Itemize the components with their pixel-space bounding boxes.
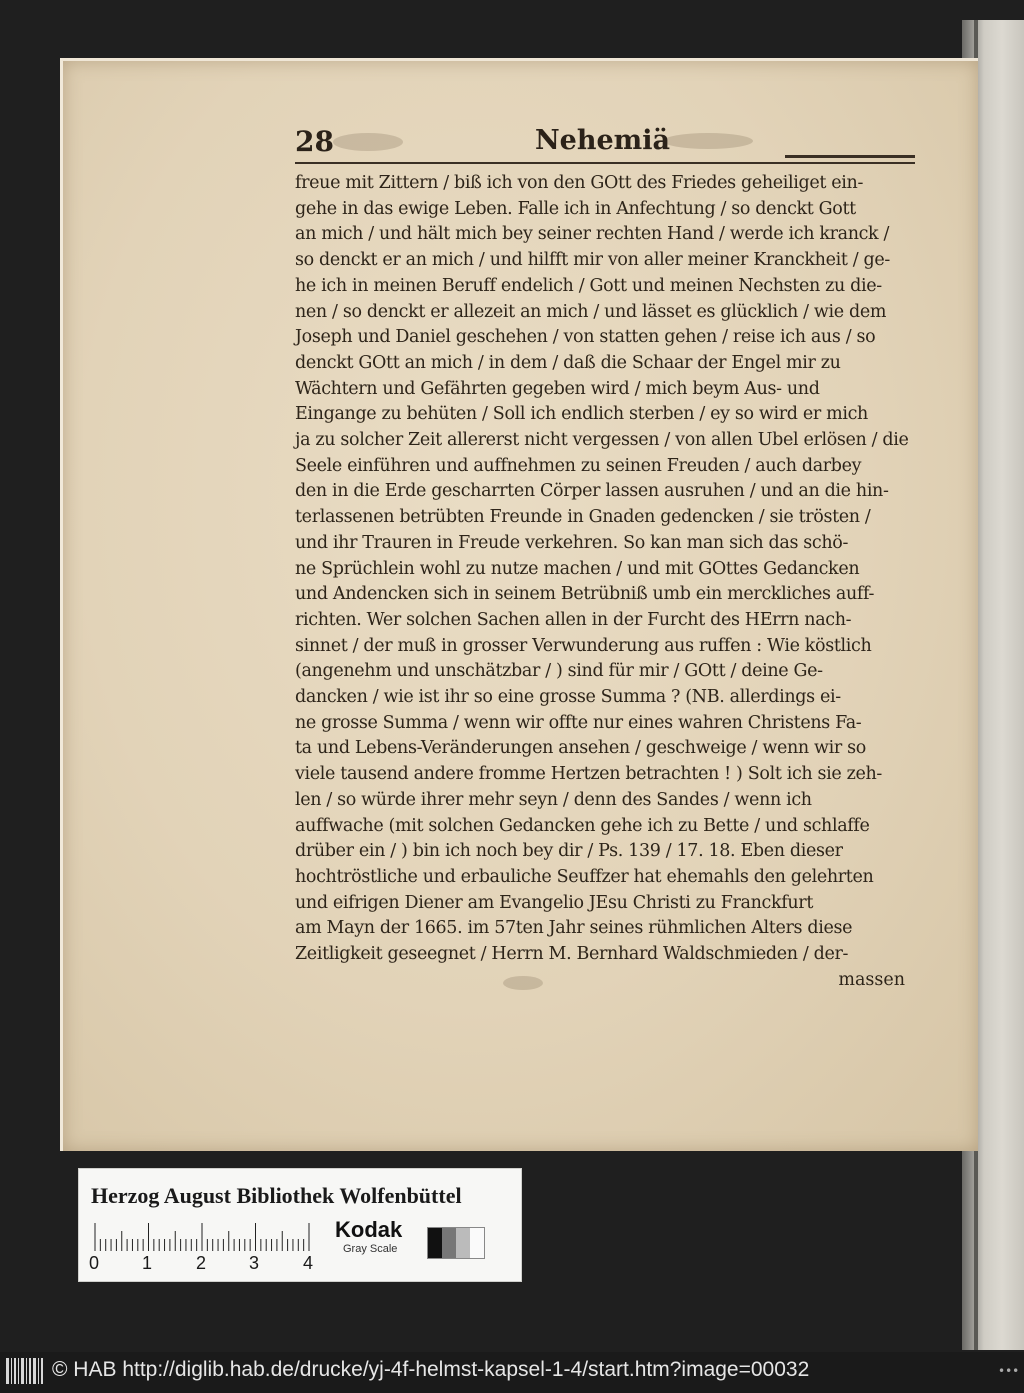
- text-line: am Mayn der 1665. im 57ten Jahr seines rühmlichen Alters diese: [295, 918, 853, 939]
- text-line: gehe in das ewige Leben. Falle ich in Anfechtung / so denckt Gott: [295, 198, 856, 219]
- text-line: len / so würde ihrer mehr seyn / denn des Sandes / wenn ich: [295, 789, 812, 810]
- gray-patch: [442, 1228, 456, 1258]
- more-icon[interactable]: •••: [998, 1364, 1020, 1378]
- head-rule-ornament: [785, 155, 915, 158]
- ruler-number: 3: [249, 1253, 260, 1273]
- text-line: ne grosse Summa / wenn wir offte nur eines wahren Christens Fa-: [295, 712, 862, 733]
- gray-scale-patches: [427, 1227, 485, 1259]
- text-line: so denckt er an mich / und hilfft mir von aller meiner Kranckheit / ge-: [295, 250, 890, 271]
- text-line: viele tausend andere fromme Hertzen betrachten ! ) Solt ich sie zeh-: [295, 764, 883, 785]
- catchword: massen: [838, 969, 905, 990]
- text-line: und eifrigen Diener am Evangelio JEsu Christi zu Franckfurt: [295, 892, 814, 913]
- text-line: sinnet / der muß in grosser Verwunderung aus ruffen : Wie köstlich: [295, 635, 872, 656]
- text-line: dancken / wie ist ihr so eine grosse Summa ? (NB. allerdings ei-: [295, 687, 841, 708]
- book-page: [60, 58, 978, 1151]
- text-line: denckt GOtt an mich / in dem / daß die Schaar der Engel mir zu: [295, 352, 841, 373]
- source-url-link[interactable]: © HAB http://diglib.hab.de/drucke/yj-4f-helmst-kapsel-1-4/start.htm?image=00032: [52, 1358, 810, 1381]
- text-line: auffwache (mit solchen Gedancken gehe ich zu Bette / und schlaffe: [295, 815, 870, 836]
- text-line: den in die Erde gescharrten Cörper lassen ausruhen / und an die hin-: [295, 481, 889, 502]
- page-number: 28: [295, 125, 334, 158]
- text-line: und ihr Trauren in Freude verkehren. So kan man sich das schö-: [295, 532, 849, 553]
- footer-bar: [0, 1352, 1024, 1393]
- kodak-brand: Kodak: [335, 1217, 403, 1242]
- text-line: Eingange zu behüten / Soll ich endlich sterben / ey so wird er mich: [295, 404, 868, 425]
- head-rule: [295, 162, 915, 164]
- running-title: Nehemiä: [535, 125, 670, 156]
- page-content: [295, 125, 915, 994]
- text-line: Seele einführen und auffnehmen zu seinen Freuden / auch darbey: [295, 455, 862, 476]
- gray-patch: [428, 1228, 442, 1258]
- text-line: nen / so denckt er allezeit an mich / und lässet es glücklich / wie dem: [295, 301, 887, 322]
- text-line: Zeitligkeit geseegnet / Herrn M. Bernhard Waldschmieden / der-: [295, 944, 849, 965]
- ruler-number: 0: [89, 1253, 100, 1273]
- text-line: freue mit Zittern / biß ich von den GOtt des Friedes geheiliget ein-: [295, 173, 864, 193]
- text-line: (angenehm und unschätzbar / ) sind für mir / GOtt / deine Ge-: [295, 661, 823, 682]
- ruler-number: 1: [142, 1253, 153, 1273]
- text-line: terlassenen betrübten Freunde in Gnaden gedencken / sie trösten /: [295, 507, 871, 528]
- text-line: drüber ein / ) bin ich noch bey dir / Ps. 139 / 17. 18. Eben dieser: [295, 841, 843, 862]
- library-label-card: [78, 1168, 522, 1282]
- text-line: ja zu solcher Zeit allererst nicht vergessen / von allen Ubel erlösen / die: [295, 430, 909, 451]
- text-line: hochtröstliche und erbauliche Seuffzer hat ehemahls den gelehrten: [295, 866, 874, 887]
- barcode-icon: [6, 1358, 44, 1384]
- text-line: Wächtern und Gefährten gegeben wird / mich beym Aus- und: [295, 378, 820, 399]
- gray-scale-label: Gray Scale: [343, 1243, 398, 1255]
- body-text: [295, 171, 915, 968]
- gray-patch: [470, 1228, 484, 1258]
- running-head: [295, 125, 915, 161]
- text-line: ta und Lebens-Veränderungen ansehen / geschweige / wenn wir so: [295, 738, 866, 759]
- ruler-number: 4: [303, 1253, 314, 1273]
- library-name: Herzog August Bibliothek Wolfenbüttel: [91, 1183, 462, 1208]
- text-line: Joseph und Daniel geschehen / von statten gehen / reise ich aus / so: [295, 327, 876, 348]
- text-line: he ich in meinen Beruff endelich / Gott und meinen Nechsten zu die-: [295, 275, 882, 296]
- text-line: richten. Wer solchen Sachen allen in der Furcht des HErrn nach-: [295, 609, 852, 630]
- ruler-numbers: [89, 1253, 319, 1275]
- ruler-number: 2: [196, 1253, 207, 1273]
- text-line: ne Sprüchlein wohl zu nutze machen / und mit GOttes Gedancken: [295, 558, 860, 579]
- gray-patch: [456, 1228, 470, 1258]
- ruler-scale: [93, 1221, 313, 1251]
- text-line: an mich / und hält mich bey seiner rechten Hand / werde ich kranck /: [295, 224, 890, 245]
- text-line: und Andencken sich in seinem Betrübniß umb ein merckliches auff-: [295, 584, 875, 605]
